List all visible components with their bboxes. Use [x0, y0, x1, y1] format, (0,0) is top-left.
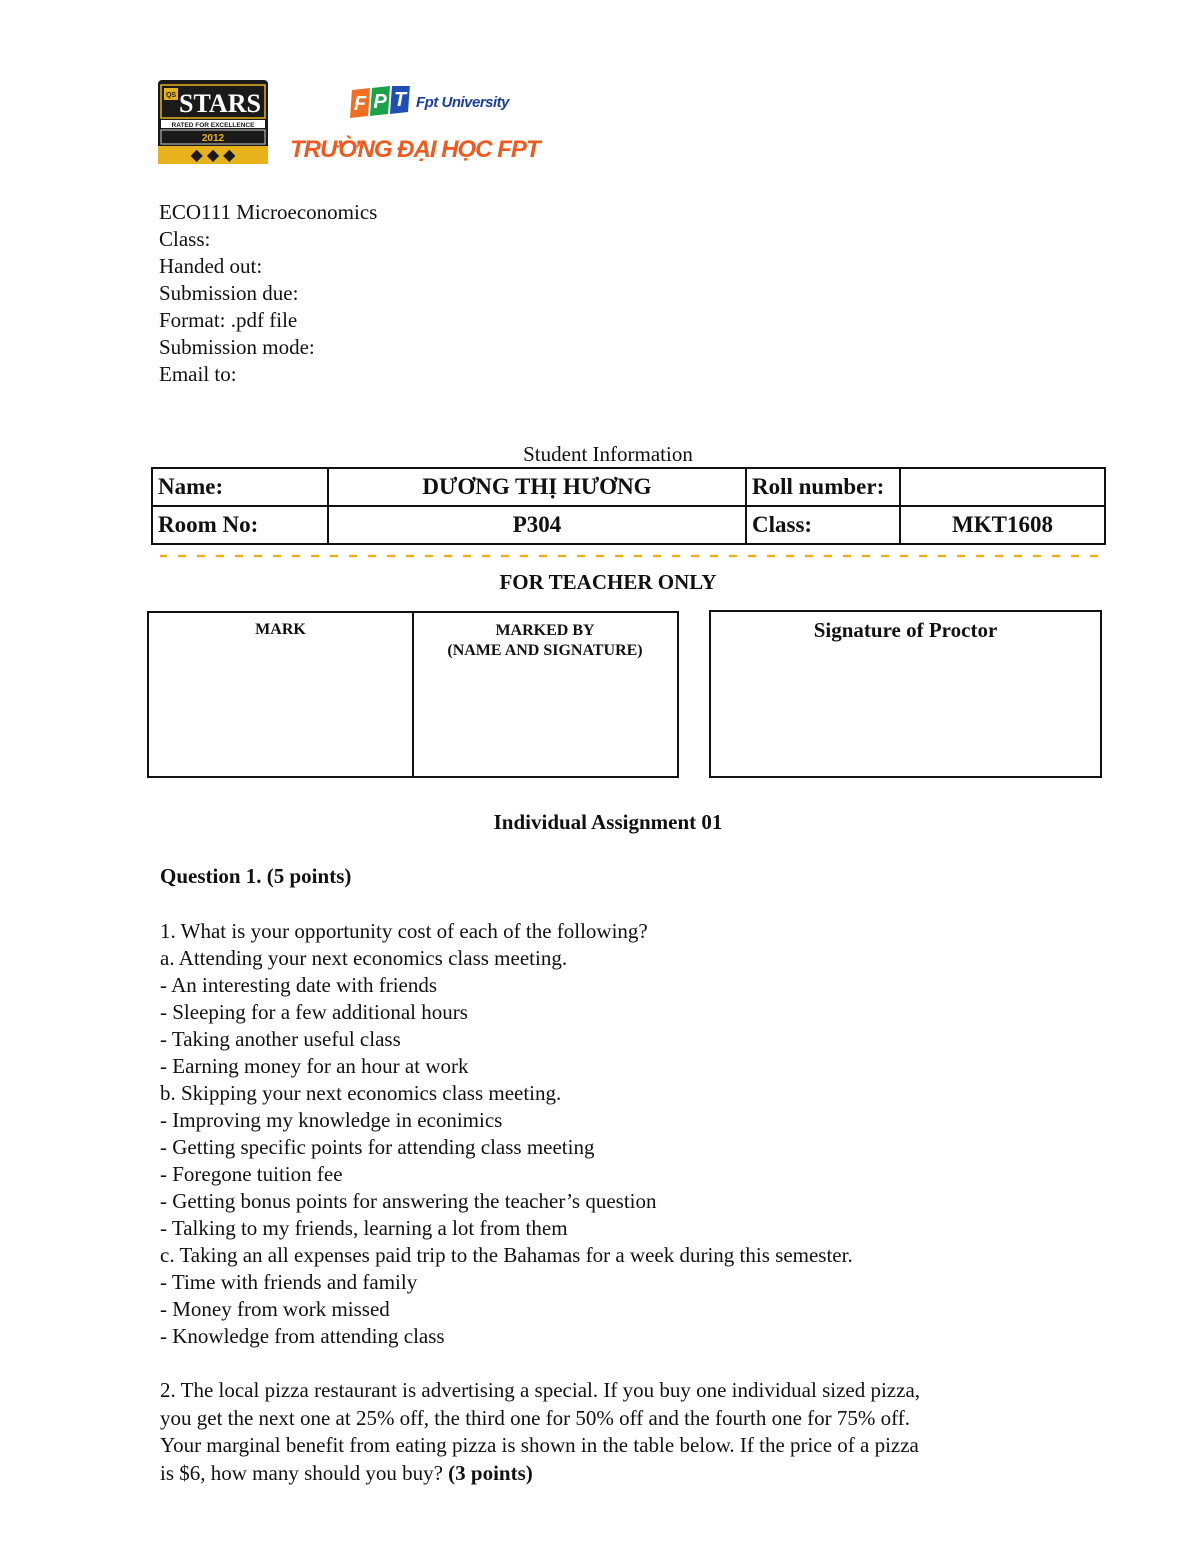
- teacher-only-title: FOR TEACHER ONLY: [499, 570, 717, 594]
- question1-line: b. Skipping your next economics class meeting.: [160, 1081, 562, 1105]
- question1-line: - Getting bonus points for answering the teacher’s question: [160, 1189, 657, 1213]
- question1-line: - Sleeping for a few additional hours: [160, 1000, 468, 1024]
- roll-number-value: [900, 468, 1105, 506]
- question1-line: - An interesting date with friends: [160, 973, 438, 997]
- class-value: MKT1608: [900, 506, 1105, 544]
- question1-line: - Money from work missed: [160, 1297, 390, 1321]
- name-label: Name:: [152, 468, 328, 506]
- format-line: Format: .pdf file: [159, 308, 298, 332]
- question1-body: [160, 918, 853, 1350]
- question1-line: - Taking another useful class: [160, 1027, 401, 1051]
- question2-last-line: [160, 1460, 920, 1488]
- assignment-title: Individual Assignment 01: [493, 810, 723, 834]
- name-value: DƯƠNG THỊ HƯƠNG: [328, 468, 746, 506]
- qs-stars-logo: [158, 80, 270, 166]
- course-header: [159, 199, 377, 388]
- proctor-signature-box: [709, 610, 1102, 778]
- submission-due-line: Submission due:: [159, 281, 299, 305]
- question1-line: - Knowledge from attending class: [160, 1324, 445, 1348]
- roll-number-label: Roll number:: [746, 468, 900, 506]
- mark-label: MARK: [255, 621, 306, 638]
- question1-line: - Talking to my friends, learning a lot from them: [160, 1216, 568, 1240]
- class-line: Class:: [159, 227, 211, 251]
- svg-text:T: T: [393, 89, 407, 111]
- svg-text:F: F: [353, 93, 367, 115]
- question1-title: Question 1. (5 points): [160, 864, 352, 888]
- marked-by-label: MARKED BY: [495, 622, 595, 639]
- table-row: [152, 506, 1105, 544]
- marked-by-sublabel: (NAME AND SIGNATURE): [447, 642, 643, 659]
- room-label: Room No:: [152, 506, 328, 544]
- dotted-divider: [160, 552, 1106, 560]
- marked-by-cell: [414, 613, 676, 784]
- student-info-title: Student Information: [523, 442, 693, 466]
- stars-tagline: RATED FOR EXCELLENCE: [171, 122, 255, 129]
- question1-line: - Foregone tuition fee: [160, 1162, 343, 1186]
- course-title: ECO111 Microeconomics: [159, 200, 378, 224]
- class-label: Class:: [746, 506, 900, 544]
- question2-line: you get the next one at 25% off, the third one for 50% off and the fourth one for 75% off.: [160, 1405, 910, 1430]
- submission-mode-line: Submission mode:: [159, 335, 315, 359]
- question1-line: a. Attending your next economics class meeting.: [160, 946, 568, 970]
- question1-line: c. Taking an all expenses paid trip to the Bahamas for a week during this semester.: [160, 1243, 853, 1267]
- question2-points: (3 points): [448, 1460, 533, 1485]
- svg-text:◆ ◆ ◆: ◆ ◆ ◆: [190, 147, 236, 164]
- stars-year: 2012: [201, 133, 225, 144]
- student-info-table: [151, 467, 1106, 545]
- question1-line: - Improving my knowledge in econimics: [160, 1108, 503, 1132]
- question1-line: - Getting specific points for attending class meeting: [160, 1135, 595, 1159]
- question1-line: - Earning money for an hour at work: [160, 1054, 469, 1078]
- question2-line-text: is $6, how many should you buy?: [160, 1460, 449, 1485]
- stars-wordmark: STARS: [179, 89, 261, 118]
- question1-line: 1. What is your opportunity cost of each of the following?: [160, 919, 648, 943]
- handed-out-line: Handed out:: [159, 254, 263, 278]
- marking-box: [147, 611, 679, 778]
- mark-cell: [149, 613, 414, 776]
- table-row: [152, 468, 1105, 506]
- question2-body: [160, 1377, 920, 1487]
- fpt-university-logo: [290, 84, 546, 172]
- fpt-university-label: Fpt University: [416, 94, 510, 111]
- question2-line: 2. The local pizza restaurant is advertising a special. If you buy one individual sized pizza,: [160, 1378, 921, 1402]
- fpt-vietnamese-name: TRƯỜNG ĐẠI HỌC FPT: [290, 136, 540, 163]
- question1-line: - Time with friends and family: [160, 1270, 418, 1294]
- svg-text:P: P: [373, 91, 387, 113]
- qs-badge: QS: [165, 92, 177, 99]
- proctor-label: Signature of Proctor: [813, 618, 998, 642]
- room-value: P304: [328, 506, 746, 544]
- question2-line: Your marginal benefit from eating pizza is shown in the table below. If the price of a pizza: [160, 1433, 919, 1457]
- email-to-line: Email to:: [159, 362, 237, 386]
